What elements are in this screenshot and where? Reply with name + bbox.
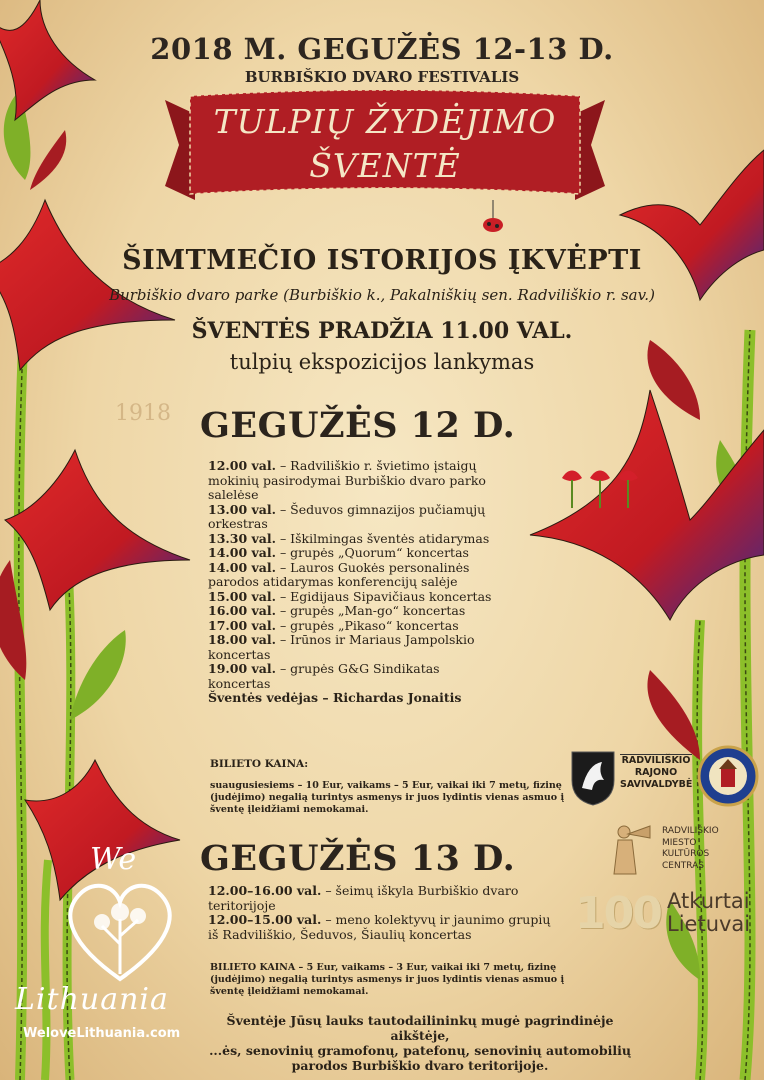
program-text: salelėse [208,487,259,502]
program-time: 16.00 val. [208,603,276,618]
program-line [208,604,543,619]
program-text: – Šeduvos gimnazijos pučiamųjų [275,501,486,517]
heart-tree-icon [60,874,180,984]
program-text: – šeimų iškyla Burbiškio dvaro [321,883,519,898]
program-text: – Iškilmingas šventės atidarymas [275,530,490,546]
program-line [208,517,543,532]
start-activity: tulpių ekspozicijos lankymas [229,350,535,374]
program-line [208,474,543,489]
program-text: – Lauros Guokės personalinės [275,559,470,575]
program-text: – grupės „Quorum“ koncertas [275,545,469,560]
program-line [208,575,543,590]
program-time: 14.00 val. [208,559,276,575]
municipality-logo [570,748,693,808]
start-time: ŠVENTĖS PRADŽIA 11.00 VAL. [191,318,573,344]
day2-heading: GEGUŽĖS 13 D. [200,838,516,879]
banner-title-line2: ŠVENTĖ [309,146,461,185]
program-text: mokinių pasirodymai Burbiškio dvaro parko [208,472,486,488]
program-time: 13.00 val. [208,501,276,517]
event-subtitle: ŠIMTMEČIO ISTORIJOS ĮKVĖPTI [122,245,642,276]
program-time: 12.00 val. [208,458,276,473]
program-text: koncertas [208,675,271,691]
program-time: 17.00 val. [208,617,276,633]
culture-centre-logo [610,822,750,878]
program-line [208,899,538,914]
municipality-line1: RADVILIŠKIO [621,755,691,766]
background-year: 1918 [115,401,171,426]
program-line [208,459,543,474]
centenary-line1: Atkurtai [667,889,750,913]
program-time: 13.30 val. [208,530,276,546]
culture-line2: MIESTO [662,837,697,848]
day2-program [208,883,551,942]
welove-name: Lithuania [15,982,169,1017]
day1-ticket-label: BILIETO KAINA: [210,758,309,770]
program-text: iš Radviliškio, Šeduvos, Šiaulių koncertas [208,926,472,942]
centenary-logo [575,886,760,942]
program-line [208,884,538,899]
program-time: 12.00–16.00 val. [208,883,322,898]
program-time: 12.00–15.00 val. [208,912,322,927]
program-text: koncertas [208,646,271,662]
program-text: – grupės „Man-go“ koncertas [275,603,466,618]
program-line [208,619,543,634]
program-line [208,590,543,605]
footer-note [200,1013,640,1073]
program-time: 14.00 val. [208,545,276,560]
day1-ticket-text: suaugusiesiems – 10 Eur, vaikams – 5 Eur, vaikai iki 7 metų, fizinę (judėjimo) negalią turintys asmenys ir juos lydintis vienas asmuo į šventę įleidžiami nemokamai. [210,780,565,815]
program-text: orkestras [208,516,268,531]
program-text: teritorijoje [208,897,276,913]
event-date: 2018 M. GEGUŽĖS 12-13 D. [150,32,614,66]
program-text: Šventės vedėjas – Richardas Jonaitis [208,690,462,705]
program-time: 19.00 val. [208,661,276,676]
welove-lithuania-logo [15,842,215,1052]
culture-line1: RADVILIŠKIO [662,826,719,836]
banner-title-line1: TULPIŲ ŽYDĖJIMO [213,102,557,141]
municipality-line2: RAJONO [634,767,678,778]
day1-program [208,459,543,706]
program-text: parodos atidarymas konferencijų salėje [208,574,458,589]
culture-line3: KULTŪROS [662,849,710,859]
round-badge-logo [697,745,759,807]
footer-line1: Šventėje Jūsų lauks tautodailininkų mugė pagrindinėje aikštėje, [226,1013,614,1043]
event-location: Burbiškio dvaro parke (Burbiškio k., Pakalniškių sen. Radviliškio r. sav.) [109,286,655,304]
welove-url: WeloveLithuania.com [23,1026,181,1041]
coat-of-arms-icon [570,750,616,806]
program-line [208,503,543,518]
day1-heading: GEGUŽĖS 12 D. [200,405,516,446]
municipality-line3: SAVIVALDYBĖ [620,779,693,790]
program-line [208,648,543,663]
program-line [208,691,543,706]
program-line [208,488,543,503]
program-text: – grupės „Pikaso“ koncertas [275,617,459,633]
program-text: – Egidijaus Sipavičiaus koncertas [275,588,492,604]
program-text: – Irūnos ir Mariaus Jampolskio [275,632,475,647]
program-line [208,546,543,561]
program-line [208,912,551,928]
title-banner [165,90,605,208]
centenary-number: 100 [575,888,661,939]
day2-ticket-text: BILIETO KAINA – 5 Eur, vaikams – 3 Eur, vaikai iki 7 metų, fizinę (judėjimo) negalią turintys asmenys ir juos lydintis vienas asmuo į šventę įleidžiami nemokamai. [210,962,565,997]
program-line [208,677,543,692]
culture-line4: CENTRAS [662,860,704,871]
program-line [208,633,543,648]
program-line [208,532,543,547]
program-line [208,662,543,677]
program-line [208,561,543,576]
footer-line3: parodos Burbiškio dvaro teritorijoje. [291,1058,549,1073]
program-text: – grupės G&G Sindikatas [275,661,440,676]
festival-name: BURBIŠKIO DVARO FESTIVALIS [244,68,520,86]
welove-top: We [90,842,137,877]
trumpeter-icon [610,822,654,876]
program-time: 18.00 val. [208,632,276,647]
program-text: – Radviliškio r. švietimo įstaigų [275,458,477,473]
footer-line2: ...ės, senovinių gramofonų, patefonų, senovinių automobilių [209,1043,631,1058]
program-line [208,928,538,943]
program-time: 15.00 val. [208,588,276,604]
program-text: – meno kolektyvų ir jaunimo grupių [321,912,551,927]
centenary-line2: Lietuvai [667,912,751,936]
